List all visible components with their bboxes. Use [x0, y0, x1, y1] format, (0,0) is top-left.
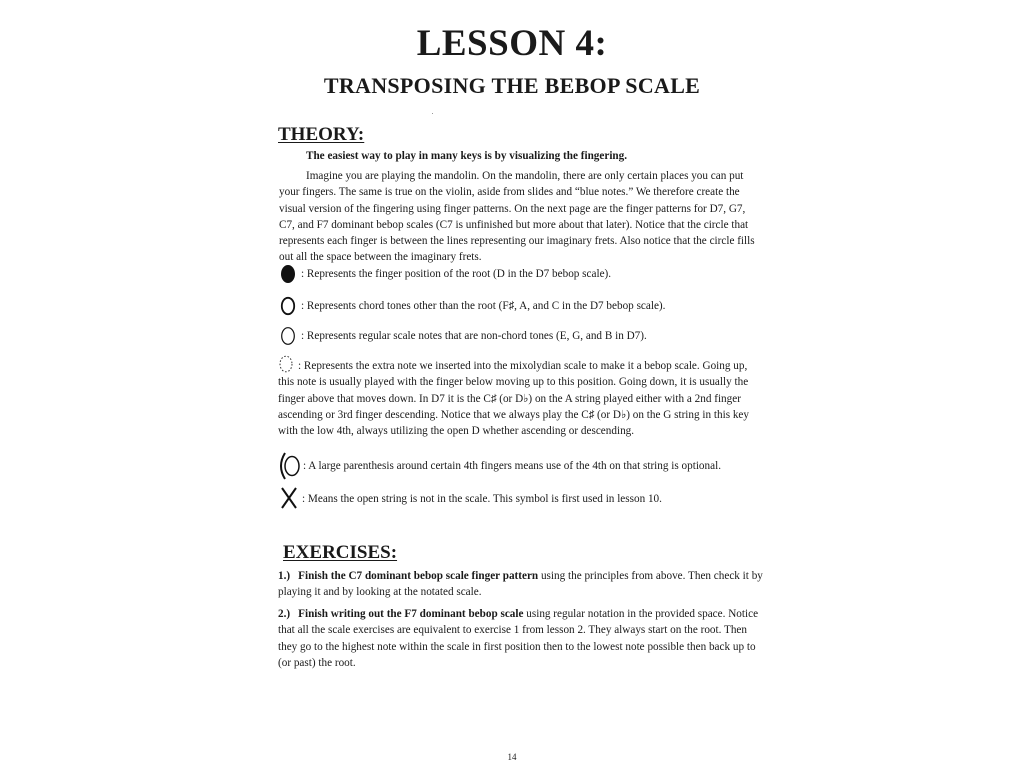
legend-extra-note-text: : Represents the extra note we inserted into the mixolydian scale to make it a bebop scale. Going up, this note is usually played with the finger below moving up to this position. Going down, it is usually the finger above that moves down. In D7 it is the C♯ (or D♭) on the A string played either with a 2nd finger ascending or 3rd finger descending. Notice that we always play the C♯ (or D♭) on the G string in this key with the low 4th, always utilizing the open D whether ascending or descending.	[278, 360, 749, 438]
dotted-circle-icon	[278, 355, 296, 373]
thin-circle-icon	[278, 326, 298, 346]
legend-parenthesis-text: : A large parenthesis around certain 4th fingers means use of the 4th on that string is optional.	[303, 460, 721, 472]
legend-root-text: : Represents the finger position of the root (D in the D7 bebop scale).	[301, 268, 612, 280]
exercise-text: using regular notation in the provided space. Notice that all the scale exercises are equivalent to exercise 1 from lesson 2. They always start on the root. Then they go to the highest note within the scale in first position then to the lowest note possible then back up to (or past) the root.	[278, 608, 759, 669]
exercise-number: 2.)	[278, 608, 291, 620]
legend-root-row	[278, 264, 764, 284]
exercise-item	[278, 606, 764, 671]
exercise-bold-text: Finish the C7 dominant bebop scale finger pattern	[298, 570, 539, 582]
legend-chord-tones-text: : Represents chord tones other than the root (F♯, A, and C in the D7 bebop scale).	[301, 300, 666, 312]
legend-open-string-row	[278, 486, 764, 510]
lesson-subtitle: TRANSPOSING THE BEBOP SCALE	[323, 73, 701, 98]
exercise-bold-text: Finish writing out the F7 dominant bebop scale	[298, 608, 524, 620]
exercises-heading: EXERCISES:	[283, 542, 398, 563]
parenthesized-circle-icon	[278, 452, 302, 480]
legend-open-string-text: : Means the open string is not in the scale. This symbol is first used in lesson 10.	[302, 493, 662, 505]
scan-speck	[432, 113, 433, 114]
legend-scale-notes-text: : Represents regular scale notes that are non-chord tones (E, G, and B in D7).	[301, 330, 647, 342]
theory-intro-paragraph: Imagine you are playing the mandolin. On the mandolin, there are only certain places you can put your fingers. The same is true on the violin, aside from slides and “blue notes.” We therefore create the visual version of the fingering using finger patterns. On the next page are the finger patterns for D7, G7, C7, and F7 dominant bebop scales (C7 is unfinished but more about that later). Notice that the circle that represents each finger is between the lines representing our imaginary frets. Also notice that the circle fills out all the space between the imaginary frets.	[279, 170, 755, 264]
legend-scale-notes-row	[278, 326, 764, 346]
exercise-text: using the principles from above. Then check it by playing it and by looking at the notated scale.	[278, 570, 763, 599]
filled-circle-icon	[278, 264, 298, 284]
exercise-item	[278, 568, 764, 601]
legend-parenthesis-row	[278, 452, 764, 480]
theory-heading: THEORY:	[278, 124, 365, 145]
lesson-title: LESSON 4:	[416, 23, 608, 64]
thick-circle-icon	[278, 296, 298, 316]
legend-chord-tones-row	[278, 296, 764, 316]
x-mark-icon	[278, 486, 300, 510]
theory-intro-bold: The easiest way to play in many keys is by visualizing the fingering.	[306, 150, 628, 162]
page-number: 14	[507, 752, 517, 762]
exercise-number: 1.)	[278, 570, 291, 582]
legend-extra-note-row	[278, 355, 764, 439]
